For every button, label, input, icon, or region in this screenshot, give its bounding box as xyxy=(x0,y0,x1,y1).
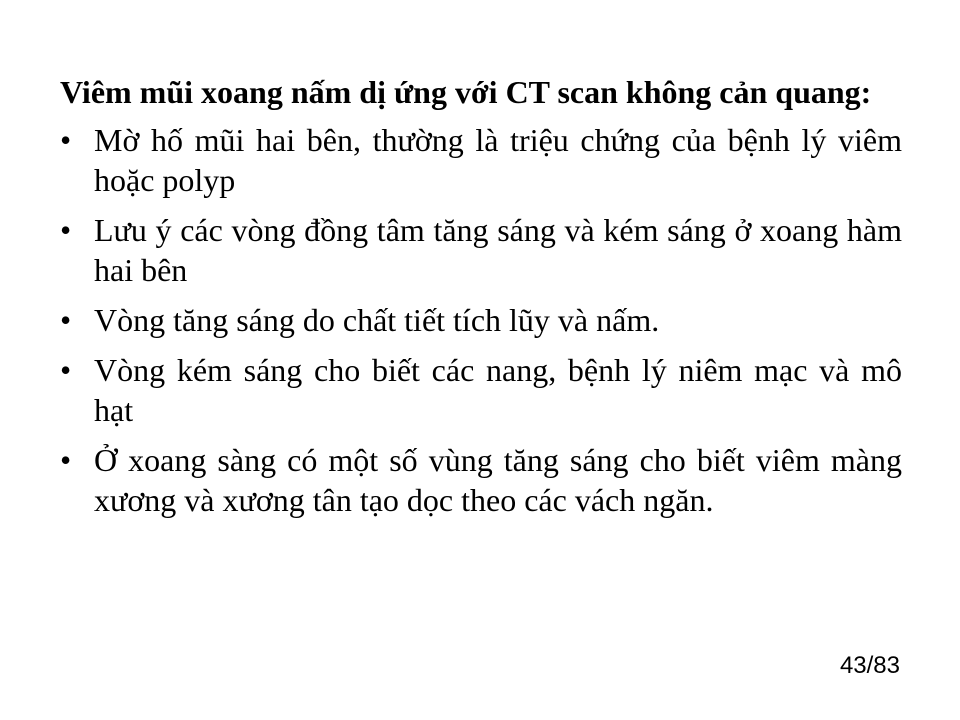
bullet-icon: • xyxy=(60,212,72,248)
slide-content xyxy=(60,72,902,520)
bullet-text: Mờ hố mũi hai bên, thường là triệu chứng của bệnh lý viêm hoặc polyp xyxy=(94,122,902,198)
bullet-icon: • xyxy=(60,352,72,388)
bullet-icon: • xyxy=(60,442,72,478)
bullet-list xyxy=(60,120,902,520)
slide-heading: Viêm mũi xoang nấm dị ứng với CT scan không cản quang: xyxy=(60,74,872,110)
bullet-item xyxy=(60,440,902,520)
bullet-text: Lưu ý các vòng đồng tâm tăng sáng và kém sáng ở xoang hàm hai bên xyxy=(94,212,902,288)
bullet-item xyxy=(60,120,902,200)
bullet-text: Vòng kém sáng cho biết các nang, bệnh lý niêm mạc và mô hạt xyxy=(94,352,902,428)
bullet-text: Ở xoang sàng có một số vùng tăng sáng cho biết viêm màng xương và xương tân tạo dọc theo các vách ngăn. xyxy=(94,442,902,518)
bullet-item xyxy=(60,300,902,340)
bullet-icon: • xyxy=(60,302,72,338)
bullet-text: Vòng tăng sáng do chất tiết tích lũy và nấm. xyxy=(94,302,660,338)
bullet-item xyxy=(60,350,902,430)
page-number: 43/83 xyxy=(839,652,900,679)
bullet-icon: • xyxy=(60,122,72,158)
bullet-item xyxy=(60,210,902,290)
